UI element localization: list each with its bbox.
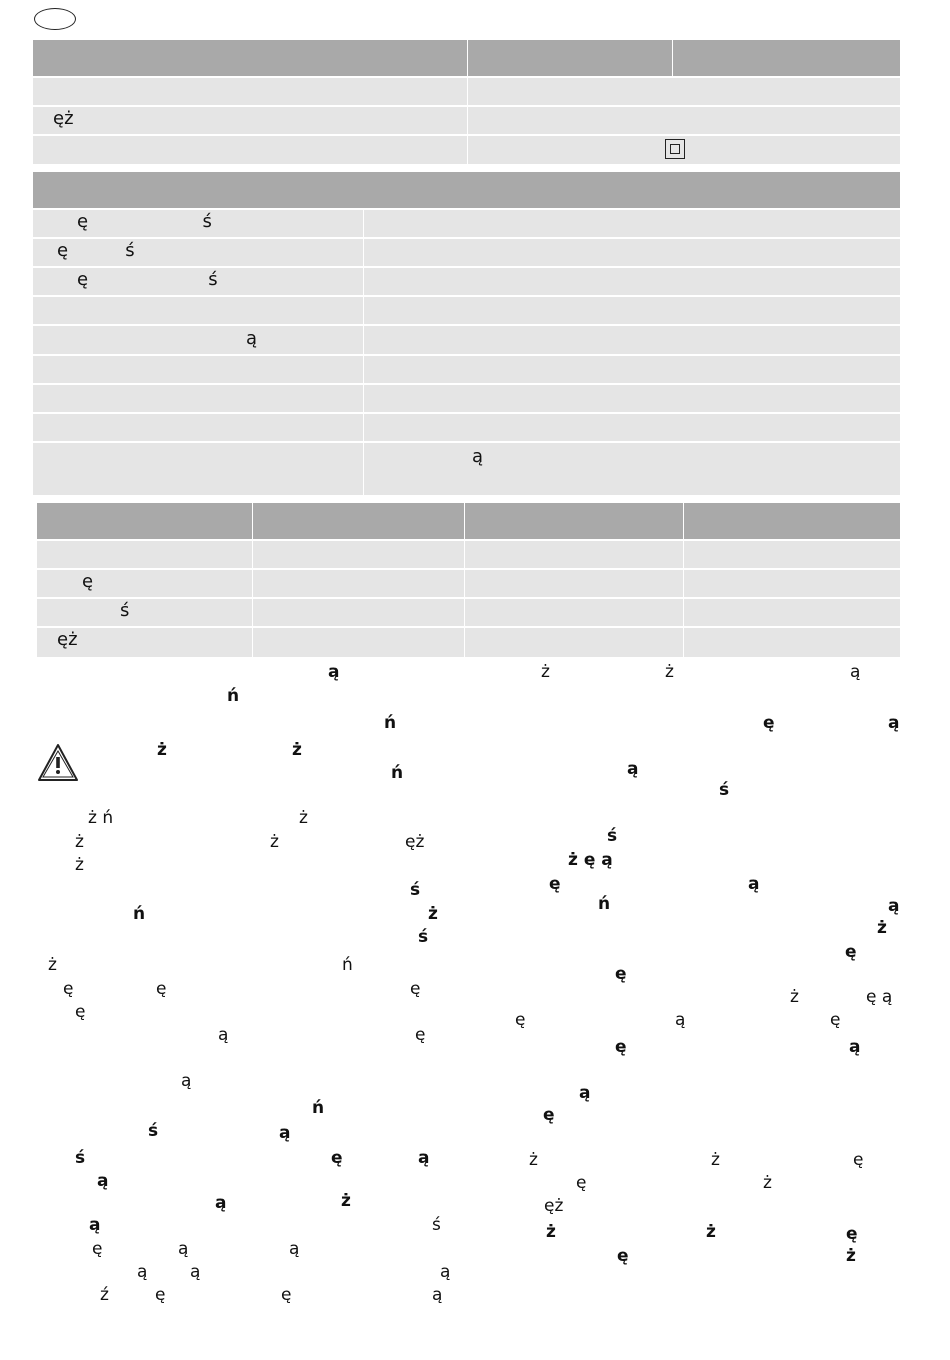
text-glyph: ż [270,832,279,852]
language-badge [34,8,76,30]
text-glyph: ą [888,713,900,733]
column-divider [464,503,465,657]
text-glyph: ż [790,987,799,1007]
table-row [33,441,900,495]
text-glyph: ą [178,1239,189,1259]
text-glyph: ęż [405,832,425,852]
table-row [37,539,900,569]
table-row [33,295,900,325]
text-glyph: ę [92,1239,103,1259]
table-cell: ą [472,446,484,467]
text-glyph: ę ą [866,987,893,1007]
text-glyph: ż [711,1150,720,1170]
text-glyph: ż [428,904,438,924]
text-glyph: ą [418,1148,430,1168]
table-row [37,568,900,598]
text-glyph: ę [830,1010,841,1030]
text-glyph: ż [846,1246,856,1266]
text-glyph: ę [845,942,857,962]
text-glyph: ś [432,1215,441,1235]
text-glyph: ę [576,1173,587,1193]
text-glyph: ę [410,979,421,999]
text-glyph: ż [877,918,887,938]
table-row [33,354,900,384]
text-glyph: ń [342,955,353,975]
text-glyph: ś [607,826,618,846]
text-glyph: ś [719,780,730,800]
table-header [33,172,900,208]
table-row [33,412,900,442]
table-cell: ę ś [57,240,135,261]
table-row [33,208,900,238]
text-glyph: ę [549,874,561,894]
text-glyph: ż [157,740,167,760]
text-glyph: ęż [544,1196,564,1216]
text-glyph: ń [598,894,611,914]
table-cell: ś [120,600,130,621]
text-glyph: ą [748,874,760,894]
column-divider [467,40,468,164]
text-glyph: ż [48,955,57,975]
text-glyph: ż [299,808,308,828]
text-glyph: ś [75,1148,86,1168]
column-divider [683,503,684,657]
text-glyph: ń [227,686,240,706]
text-glyph: ą [579,1083,591,1103]
text-glyph: ż [706,1222,716,1242]
text-glyph: ś [410,880,421,900]
text-glyph: ę [543,1105,555,1125]
table-row [33,383,900,413]
text-glyph: ę [617,1246,629,1266]
text-glyph: ż [75,832,84,852]
text-glyph: ę [75,1002,86,1022]
text-glyph: ę [331,1148,343,1168]
text-glyph: ę [615,1037,627,1057]
text-glyph: ż [541,662,550,682]
table-row [37,626,900,657]
warning-triangle-icon [37,743,79,783]
text-glyph: ą [97,1171,109,1191]
text-glyph: ń [391,763,404,783]
column-divider [252,503,253,657]
table-row [33,237,900,267]
spec-table-1 [33,40,900,164]
text-glyph: ż [546,1222,556,1242]
column-divider [363,208,364,495]
text-glyph: ą [849,1037,861,1057]
table-cell: ę [82,571,94,592]
text-glyph: ś [418,927,429,947]
text-glyph: ę [853,1150,864,1170]
text-glyph: ą [432,1285,443,1305]
table-cell: ęż [53,108,74,129]
table-row [33,266,900,296]
text-glyph: ą [218,1025,229,1045]
text-glyph: ą [279,1123,291,1143]
text-glyph: ą [190,1262,201,1282]
table-cell: ę ś [77,269,218,290]
table-row [33,324,900,354]
text-glyph: ę [156,979,167,999]
text-glyph: ż [665,662,674,682]
text-glyph: ń [384,713,397,733]
text-glyph: ą [627,759,639,779]
text-glyph: ą [328,662,340,682]
text-glyph: ń [312,1098,325,1118]
text-glyph: ż [75,855,84,875]
column-divider [672,40,673,76]
double-square-icon [665,139,685,159]
text-glyph: ń [133,904,146,924]
table-cell: ęż [57,629,78,650]
text-glyph: ą [850,662,861,682]
table-row [37,597,900,627]
text-glyph: ą [89,1215,101,1235]
text-glyph: ę [155,1285,166,1305]
table-cell: ą [246,328,258,349]
text-glyph: ż ę ą [568,850,613,870]
text-glyph: ś [148,1121,159,1141]
text-glyph: ą [181,1071,192,1091]
text-glyph: ą [137,1262,148,1282]
table-header [37,503,900,539]
text-glyph: ą [675,1010,686,1030]
text-glyph: ą [215,1193,227,1213]
text-glyph: ę [515,1010,526,1030]
text-glyph: ą [888,896,900,916]
text-glyph: ą [289,1239,300,1259]
text-glyph: ę [846,1224,858,1244]
text-glyph: ę [763,713,775,733]
text-glyph: ż ń [88,808,114,828]
text-glyph: ź [100,1285,109,1305]
text-glyph: ę [415,1025,426,1045]
table-cell: ę ś [77,211,212,232]
text-glyph: ż [763,1173,772,1193]
text-glyph: ż [341,1191,351,1211]
text-glyph: ę [615,964,627,984]
text-glyph: ę [63,979,74,999]
spec-table-2 [33,172,900,495]
text-glyph: ż [529,1150,538,1170]
text-glyph: ę [281,1285,292,1305]
text-glyph: ą [440,1262,451,1282]
text-glyph: ż [292,740,302,760]
spec-table-3 [37,503,900,657]
